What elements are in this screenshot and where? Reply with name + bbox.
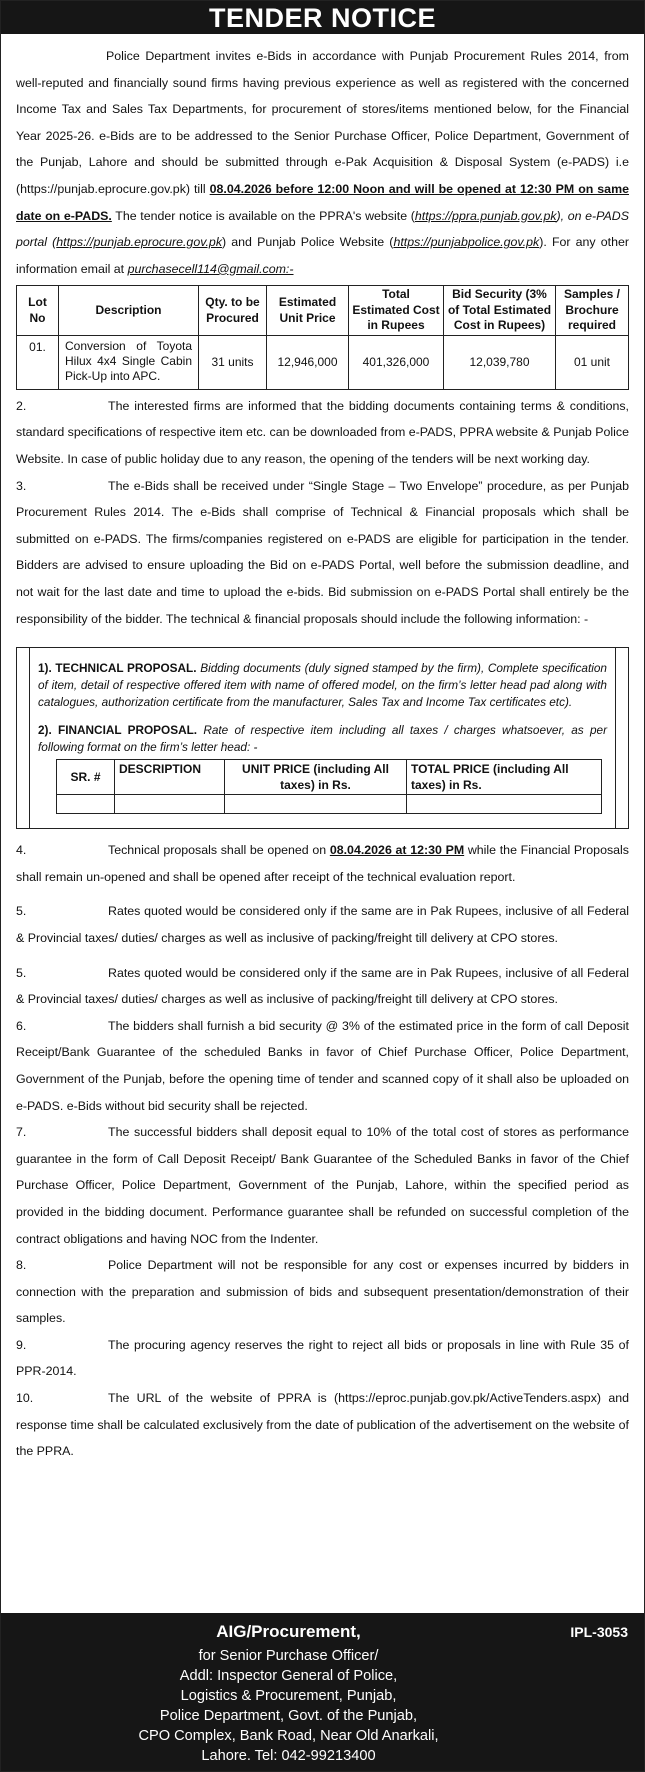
signatory-title: AIG/Procurement, <box>216 1622 361 1641</box>
signatory-address <box>1 1646 645 1766</box>
paragraph-text: Police Department will not be responsible for any cost or expenses incurred by bidders in connection with the preparation and submission of bids and subsequent presentation/demonstration of their samples. <box>16 1258 629 1326</box>
fin-cell-empty <box>115 795 225 814</box>
paragraph-number: 7. <box>16 1125 27 1140</box>
table-row <box>57 795 602 814</box>
address-line: Police Department, Govt. of the Punjab, <box>159 1708 418 1724</box>
bid-deadline: 08.04.2026 before 12:00 Noon and will be opened at 12:30 PM on same date on e-PADS. <box>16 181 629 223</box>
paragraph-number: 5. <box>16 904 27 919</box>
paragraph-number: 4. <box>16 843 27 858</box>
ipl-reference: IPL-3053 <box>570 1624 628 1640</box>
fin-cell-empty <box>407 795 602 814</box>
header-samples: Samples / Brochure required <box>556 286 629 336</box>
financial-proposal <box>38 722 607 756</box>
paragraph-2 <box>16 393 629 473</box>
header-bid-security: Bid Security (3% of Total Estimated Cost in Rupees) <box>444 286 556 336</box>
police-link[interactable]: https://punjabpolice.gov.pk <box>393 235 540 250</box>
lot-table <box>16 285 629 390</box>
table-row <box>17 335 629 389</box>
notice-body <box>1 34 644 1465</box>
paragraph-text: Rates quoted would be considered only if the same are in Pak Rupees, inclusive of all Federal & Provincial taxes/ duties/ charges as well as inclusive of packing/freight till delivery at CPO stores. <box>16 965 629 1007</box>
paragraph-number: 3. <box>16 478 27 493</box>
paragraph-9 <box>16 1332 629 1385</box>
intro-text-5: ). For any other information email at <box>16 235 629 276</box>
paragraph-6 <box>16 1013 629 1119</box>
address-line: Lahore. Tel: 042-99213400 <box>201 1748 376 1764</box>
paragraph-text: Rates quoted would be considered only if the same are in Pak Rupees, inclusive of all Federal & Provincial taxes/ duties/ charges as well as inclusive of packing/freight till delivery at CPO stores. <box>16 904 629 945</box>
fin-header-description: DESCRIPTION <box>115 760 225 795</box>
paragraph-text: The bidders shall furnish a bid security @ 3% of the estimated price in the form of call Deposit Receipt/Bank Guarantee of the scheduled Banks in favor of Chief Purchase Officer, Police Department, Government of the Punjab, before the opening time of tender and scanned copy of it shall also be uploaded on e-PADS. e-Bids without bid security shall be rejected. <box>16 1018 629 1113</box>
header-lot-no: Lot No <box>17 286 59 336</box>
paragraph-4 <box>16 837 629 890</box>
paragraph-number: 9. <box>16 1337 27 1352</box>
paragraph-text: The procuring agency reserves the right to reject all bids or proposals in line with Rule 35 of PPR-2014. <box>16 1337 629 1379</box>
technical-proposal-text: Bidding documents (duly signed stamped by the firm), Complete specification of item, detail of respective offered item with name of offered model, on the firm’s letter head pad along with catalogues, authorization certificate from the manufacturer, Sales Tax and Income Tax certificates etc). <box>38 661 607 710</box>
header-unit-price: Estimated Unit Price <box>267 286 349 336</box>
paragraph-text: The URL of the website of PPRA is (https://eproc.punjab.gov.pk/ActiveTenders.aspx) and response time shall be calculated exclusively from the date of publication of the advertisement on the website of the PPRA. <box>16 1391 629 1459</box>
lot-table-header <box>17 286 629 336</box>
financial-proposal-text: Rate of respective item including all taxes / charges whatsoever, as per following format on the firm’s letter head: - <box>38 723 607 755</box>
cell-unit-price: 12,946,000 <box>267 335 349 389</box>
paragraph-text-2: while the Financial Proposals shall remain un-opened and shall be opened after receipt of the technical evaluation report. <box>16 843 629 884</box>
paragraph-7 <box>16 1119 629 1252</box>
intro-text-2: The tender notice is available on the PPRA's website ( <box>111 208 415 223</box>
header-qty: Qty. to be Procured <box>199 286 267 336</box>
technical-proposal <box>38 660 607 711</box>
ppra-link[interactable]: https://ppra.punjab.gov.pk <box>414 208 557 223</box>
address-line: Logistics & Procurement, Punjab, <box>180 1688 397 1704</box>
cell-total-cost: 401,326,000 <box>349 335 444 389</box>
technical-opening-date: 08.04.2026 at 12:30 PM <box>329 843 465 858</box>
header-description: Description <box>59 286 199 336</box>
paragraph-number: 5. <box>16 965 27 980</box>
paragraph-number: 8. <box>16 1258 27 1273</box>
fin-cell-empty <box>225 795 407 814</box>
page-title: TENDER NOTICE <box>1 1 644 34</box>
paragraph-number: 6. <box>16 1018 27 1033</box>
financial-proposal-title: 2). FINANCIAL PROPOSAL. <box>38 723 198 738</box>
cell-description: Conversion of Toyota Hilux 4x4 Single Cabin Pick-Up into APC. <box>59 335 199 389</box>
cell-samples: 01 unit <box>556 335 629 389</box>
paragraph-5b <box>16 960 629 1013</box>
intro-text-3: ), on e-PADS portal ( <box>16 208 629 250</box>
fin-cell-empty <box>57 795 115 814</box>
cell-lot-no: 01. <box>17 335 59 389</box>
paragraph-text: The e-Bids shall be received under “Single Stage – Two Envelope” procedure, as per Punjab Procurement Rules 2014. The e-Bids shall comprise of Technical & Financial proposals which shall be submitted on e-PADS. The firms/companies registered on e-PADS are eligible for participation in the tender. Bidders are advised to ensure uploading the Bid on e-PADS Portal, well before the submission deadline, and not wait for the last date and time to upload the e-bids. Bid submission on e-PADS Portal shall entirely be the responsibility of the bidder. The technical & financial proposals should include the following information: - <box>16 478 629 626</box>
financial-format-table <box>56 759 602 814</box>
epads-link[interactable]: https://punjab.eprocure.gov.pk <box>56 235 223 250</box>
header-total-cost: Total Estimated Cost in Rupees <box>349 286 444 336</box>
fin-header-sr: SR. # <box>57 760 115 795</box>
address-line: for Senior Purchase Officer/ <box>198 1648 379 1664</box>
technical-proposal-title: 1). TECHNICAL PROPOSAL. <box>38 661 197 676</box>
paragraph-number: 10. <box>16 1391 34 1406</box>
paragraph-10 <box>16 1385 629 1465</box>
signature-footer <box>1 1613 644 1771</box>
fin-header-unit-price: UNIT PRICE (including All taxes) in Rs. <box>225 760 407 795</box>
proposals-box <box>16 647 629 829</box>
paragraph-3 <box>16 473 629 633</box>
address-line: CPO Complex, Bank Road, Near Old Anarkali, <box>138 1728 439 1744</box>
paragraph-8 <box>16 1252 629 1332</box>
contact-email[interactable]: purchasecell114@gmail.com:- <box>127 261 294 276</box>
paragraph-number: 2. <box>16 398 27 413</box>
cell-qty: 31 units <box>199 335 267 389</box>
paragraph-5a <box>16 898 629 951</box>
intro-text-4: ) and Punjab Police Website ( <box>222 235 394 250</box>
cell-bid-security: 12,039,780 <box>444 335 556 389</box>
address-line: Addl: Inspector General of Police, <box>179 1668 398 1684</box>
paragraph-text-1: Technical proposals shall be opened on <box>108 843 330 858</box>
paragraph-text: The interested firms are informed that the bidding documents containing terms & conditions, standard specifications of respective item etc. can be downloaded from e-PADS, PPRA website & Punjab Police Website. In case of public holiday due to any reason, the opening of the tenders will be next working day. <box>16 398 629 467</box>
intro-text-1: Police Department invites e-Bids in accordance with Punjab Procurement Rules 2014, from well-reputed and financially sound firms having previous experience as well as registered with the concerned Income Tax and Sales Tax Departments, for procurement of stores/items mentioned below, for the Financial Year 2025-26. e-Bids are to be addressed to the Senior Purchase Officer, Police Department, Government of the Punjab, Lahore and should be submitted through e-Pak Acquisition & Disposal System (e-PADS) i.e (https://punjab.eprocure.gov.pk) till <box>16 49 629 196</box>
paragraph-text: The successful bidders shall deposit equal to 10% of the total cost of stores as performance guarantee in the form of Call Deposit Receipt/ Bank Guarantee of the Scheduled Banks in favor of the Chief Purchase Officer, Police Department, Government of the Punjab, Lahore, within the specified period as provided in the bidding document. Performance guarantee shall be refunded on successful completion of the contract obligations and having NOC from the Indenter. <box>16 1125 629 1246</box>
financial-table-header <box>57 760 602 795</box>
intro-paragraph <box>16 43 629 282</box>
proposals-inner <box>29 648 616 828</box>
fin-header-total-price: TOTAL PRICE (including All taxes) in Rs. <box>407 760 602 795</box>
